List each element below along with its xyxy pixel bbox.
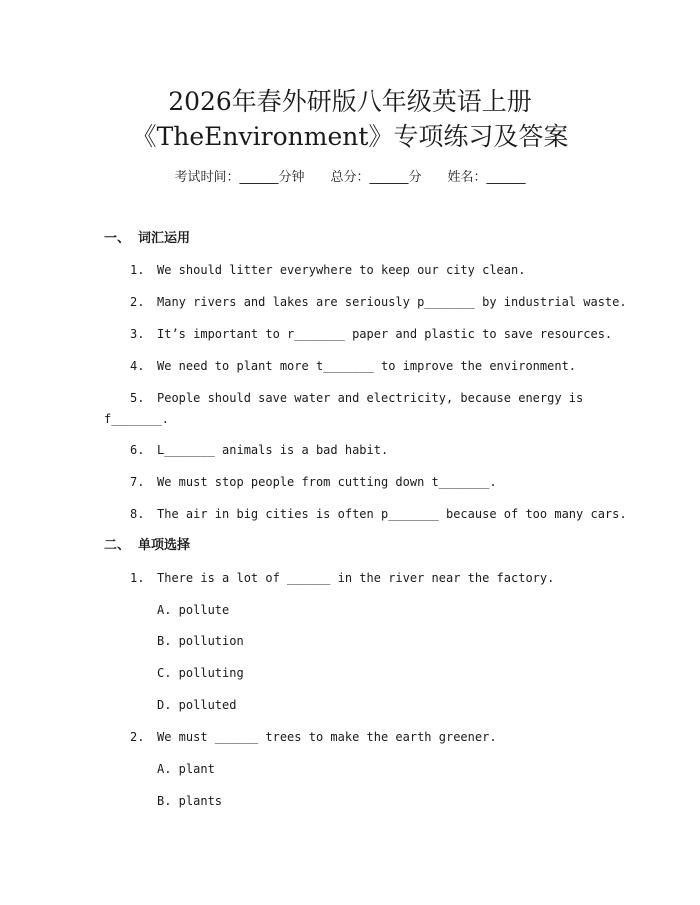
- vocab-question-1: [130, 261, 525, 279]
- vocab-question-8: [130, 505, 627, 523]
- vocab-question-5: [130, 389, 583, 407]
- section-number: 一、: [104, 231, 131, 246]
- question-text: There is a lot of ______ in the river near the factory.: [157, 571, 555, 585]
- document-title-line1: 2026年春外研版八年级英语上册: [168, 87, 532, 116]
- vocab-question-6: [130, 441, 388, 459]
- choice-question-2: [130, 728, 497, 746]
- question-number: 3.: [130, 327, 145, 341]
- vocab-question-7: [130, 473, 497, 491]
- vocab-question-5-continuation: f_______.: [104, 412, 170, 426]
- vocab-question-2: [130, 293, 627, 311]
- question-text: It’s important to r_______ paper and plastic to save resources.: [157, 327, 613, 341]
- choice-option-c: C. polluting: [157, 666, 244, 680]
- section-heading-multiple-choice: [104, 537, 190, 555]
- question-number: 4.: [130, 359, 145, 373]
- exam-meta: [0, 169, 700, 187]
- total-score-field: 总分：______分: [330, 170, 422, 185]
- exam-time-field: 考试时间：______分钟: [174, 170, 305, 185]
- question-number: 6.: [130, 443, 145, 457]
- section-heading-vocabulary: [104, 230, 190, 248]
- question-text: We need to plant more t_______ to improve the environment.: [157, 359, 577, 373]
- question-number: 7.: [130, 475, 145, 489]
- choice-option-b: B. pollution: [157, 634, 244, 648]
- vocab-question-4: [130, 357, 576, 375]
- question-text: We must ______ trees to make the earth greener.: [157, 730, 497, 744]
- question-text: The air in big cities is often p_______ because of too many cars.: [157, 507, 627, 521]
- question-number: 1.: [130, 263, 145, 277]
- document-title-line2: 《TheEnvironment》专项练习及答案: [131, 122, 569, 151]
- section-title: 词汇运用: [138, 231, 191, 246]
- section-title: 单项选择: [138, 538, 191, 553]
- question-number: 2.: [130, 730, 145, 744]
- choice-option-d: D. polluted: [157, 698, 237, 712]
- question-text: Many rivers and lakes are seriously p_______ by industrial waste.: [157, 295, 627, 309]
- question-text: We should litter everywhere to keep our city clean.: [157, 263, 526, 277]
- question-number: 8.: [130, 507, 145, 521]
- section-number: 二、: [104, 538, 131, 553]
- vocab-question-3: [130, 325, 612, 343]
- student-name-field: 姓名：______: [447, 170, 526, 185]
- choice-option-a: A. plant: [157, 762, 215, 776]
- question-text: We must stop people from cutting down t_______.: [157, 475, 497, 489]
- question-text: People should save water and electricity, because energy is: [157, 391, 584, 405]
- question-text: L_______ animals is a bad habit.: [157, 443, 389, 457]
- question-number: 5.: [130, 391, 145, 405]
- question-number: 2.: [130, 295, 145, 309]
- choice-option-b: B. plants: [157, 794, 223, 808]
- choice-question-1: [130, 569, 554, 587]
- choice-option-a: A. pollute: [157, 603, 230, 617]
- question-number: 1.: [130, 571, 145, 585]
